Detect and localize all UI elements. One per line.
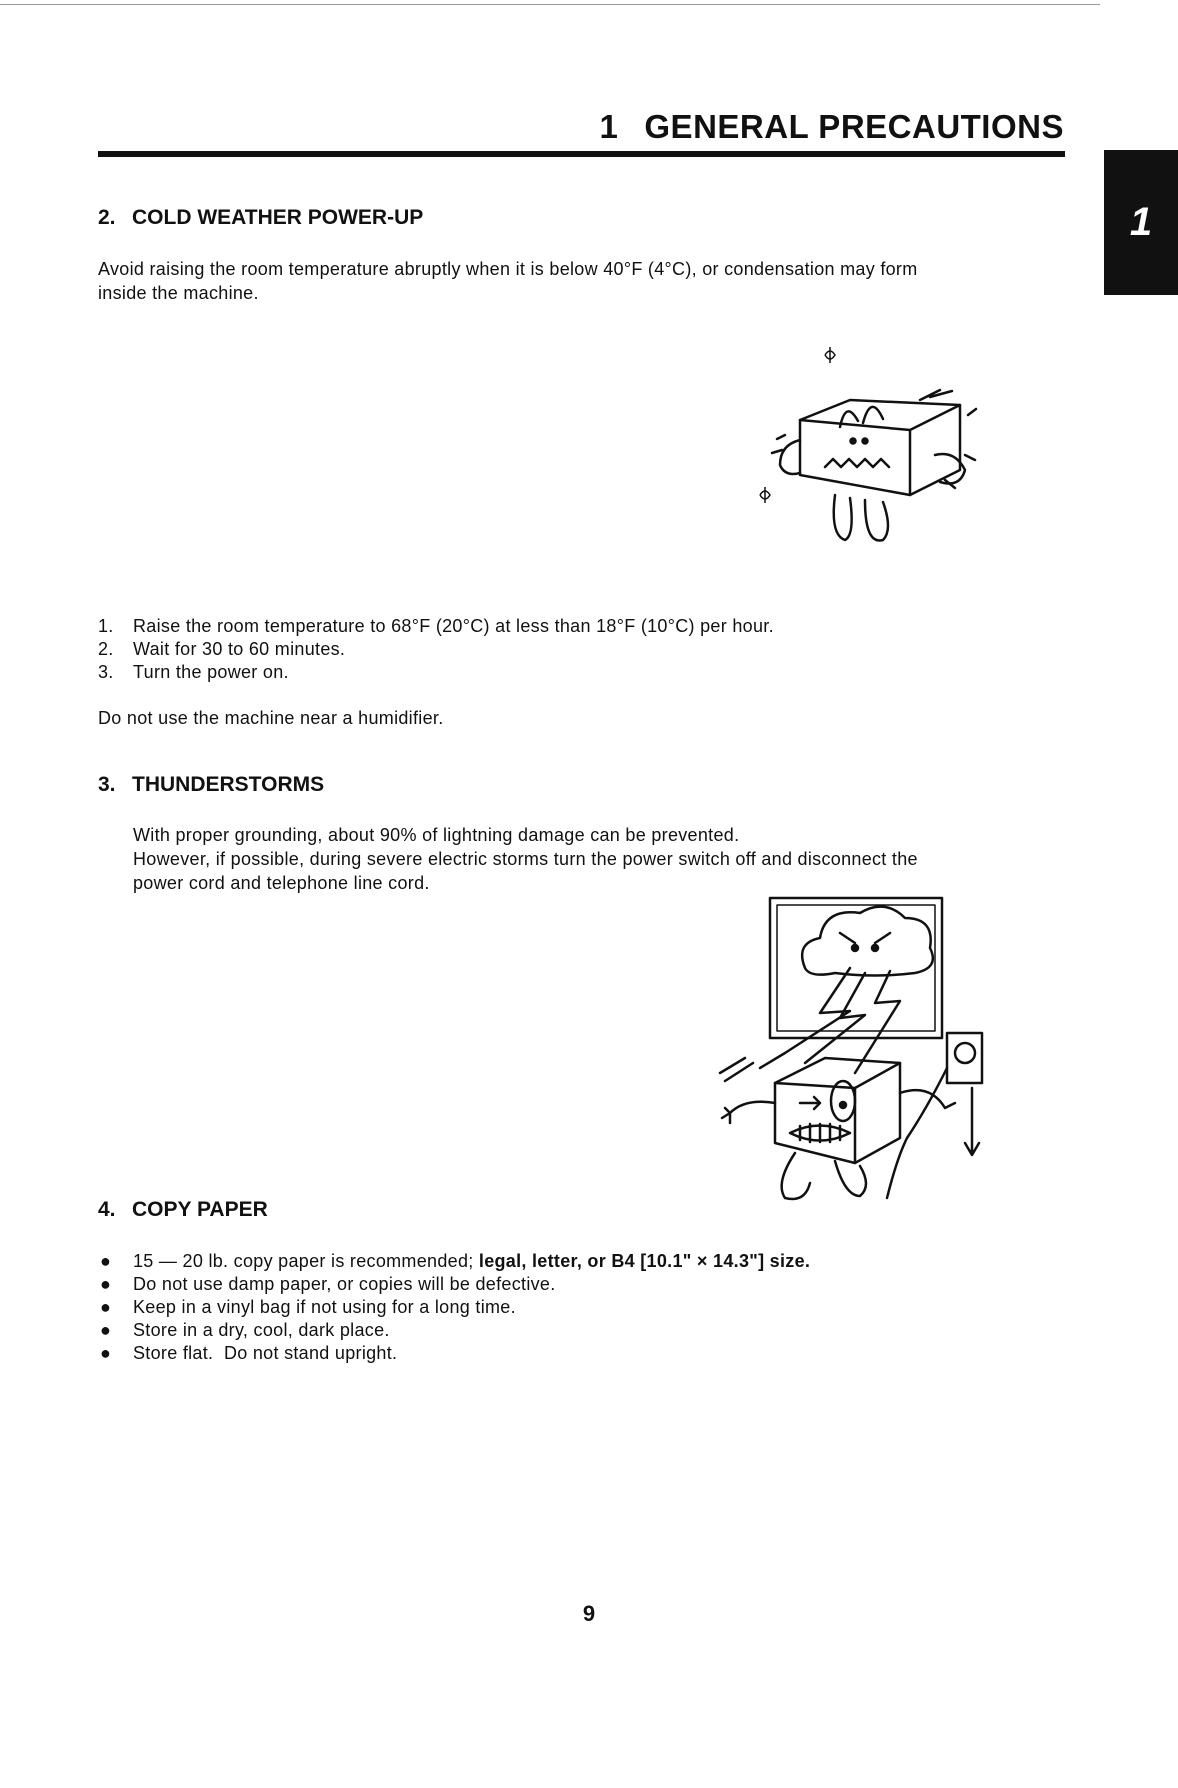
- item-text: 15 — 20 lb. copy paper is recommended;: [133, 1251, 479, 1271]
- list-item: [98, 615, 774, 638]
- bullet-icon: ●: [100, 1343, 112, 1363]
- intro-line-2: inside the machine.: [98, 283, 259, 303]
- step-text: Wait for 30 to 60 minutes.: [133, 639, 346, 659]
- step-marker: 3.: [98, 662, 114, 682]
- list-item: [98, 1342, 810, 1365]
- page-number: 9: [582, 1601, 596, 1626]
- intro-line-1: Avoid raising the room temperature abruptly when it is below 40°F (4°C), or condensation may form: [98, 259, 918, 279]
- chapter-title: [600, 108, 1064, 146]
- section-heading-cold-weather: [98, 206, 423, 230]
- bullet-icon: ●: [100, 1274, 112, 1294]
- bullet-icon: ●: [100, 1297, 112, 1317]
- section-heading-thunderstorms: [98, 773, 324, 797]
- thunderstorms-text: [133, 823, 1063, 895]
- step-text: Turn the power on.: [133, 662, 289, 682]
- humidifier-note: Do not use the machine near a humidifier.: [98, 708, 444, 728]
- section-title: THUNDERSTORMS: [132, 773, 325, 796]
- chapter-number: 1: [599, 108, 619, 145]
- top-rule: [0, 4, 1100, 5]
- item-text: Keep in a vinyl bag if not using for a long time.: [133, 1297, 516, 1317]
- copy-paper-list: [98, 1250, 810, 1365]
- section-title: COPY PAPER: [132, 1198, 268, 1221]
- chapter-tab: 1: [1104, 150, 1178, 295]
- section-number: 2.: [98, 206, 116, 229]
- list-item: [98, 1296, 810, 1319]
- step-marker: 2.: [98, 639, 114, 659]
- cold-weather-intro: [98, 257, 1058, 305]
- step-marker: 1.: [98, 616, 114, 636]
- section-heading-copy-paper: [98, 1198, 268, 1222]
- list-item: [98, 1250, 810, 1273]
- bullet-icon: ●: [100, 1251, 112, 1271]
- cold-weather-steps: [98, 615, 774, 684]
- step-text: Raise the room temperature to 68°F (20°C) at less than 18°F (10°C) per hour.: [133, 616, 774, 636]
- item-text: Store flat. Do not stand upright.: [133, 1343, 398, 1363]
- chapter-title-text: GENERAL PRECAUTIONS: [644, 108, 1064, 145]
- thunder-line-1: With proper grounding, about 90% of lightning damage can be prevented.: [133, 825, 740, 845]
- item-text: Store in a dry, cool, dark place.: [133, 1320, 390, 1340]
- title-rule: [98, 151, 1065, 157]
- bullet-icon: ●: [100, 1320, 112, 1340]
- section-title: COLD WEATHER POWER-UP: [132, 206, 424, 229]
- cold-machine-illustration: [740, 345, 990, 555]
- list-item: [98, 661, 774, 684]
- thunder-line-2: However, if possible, during severe electric storms turn the power switch off and disconnect the: [133, 849, 918, 869]
- thunder-line-3: power cord and telephone line cord.: [133, 873, 430, 893]
- item-text: Do not use damp paper, or copies will be defective.: [133, 1274, 556, 1294]
- list-item: [98, 1319, 810, 1342]
- list-item: [98, 638, 774, 661]
- paper-size-emphasis: legal, letter, or B4 [10.1" × 14.3"] size.: [478, 1251, 811, 1271]
- section-number: 4.: [98, 1198, 116, 1221]
- section-number: 3.: [98, 773, 116, 796]
- thunderstorm-illustration: [715, 893, 1005, 1208]
- list-item: [98, 1273, 810, 1296]
